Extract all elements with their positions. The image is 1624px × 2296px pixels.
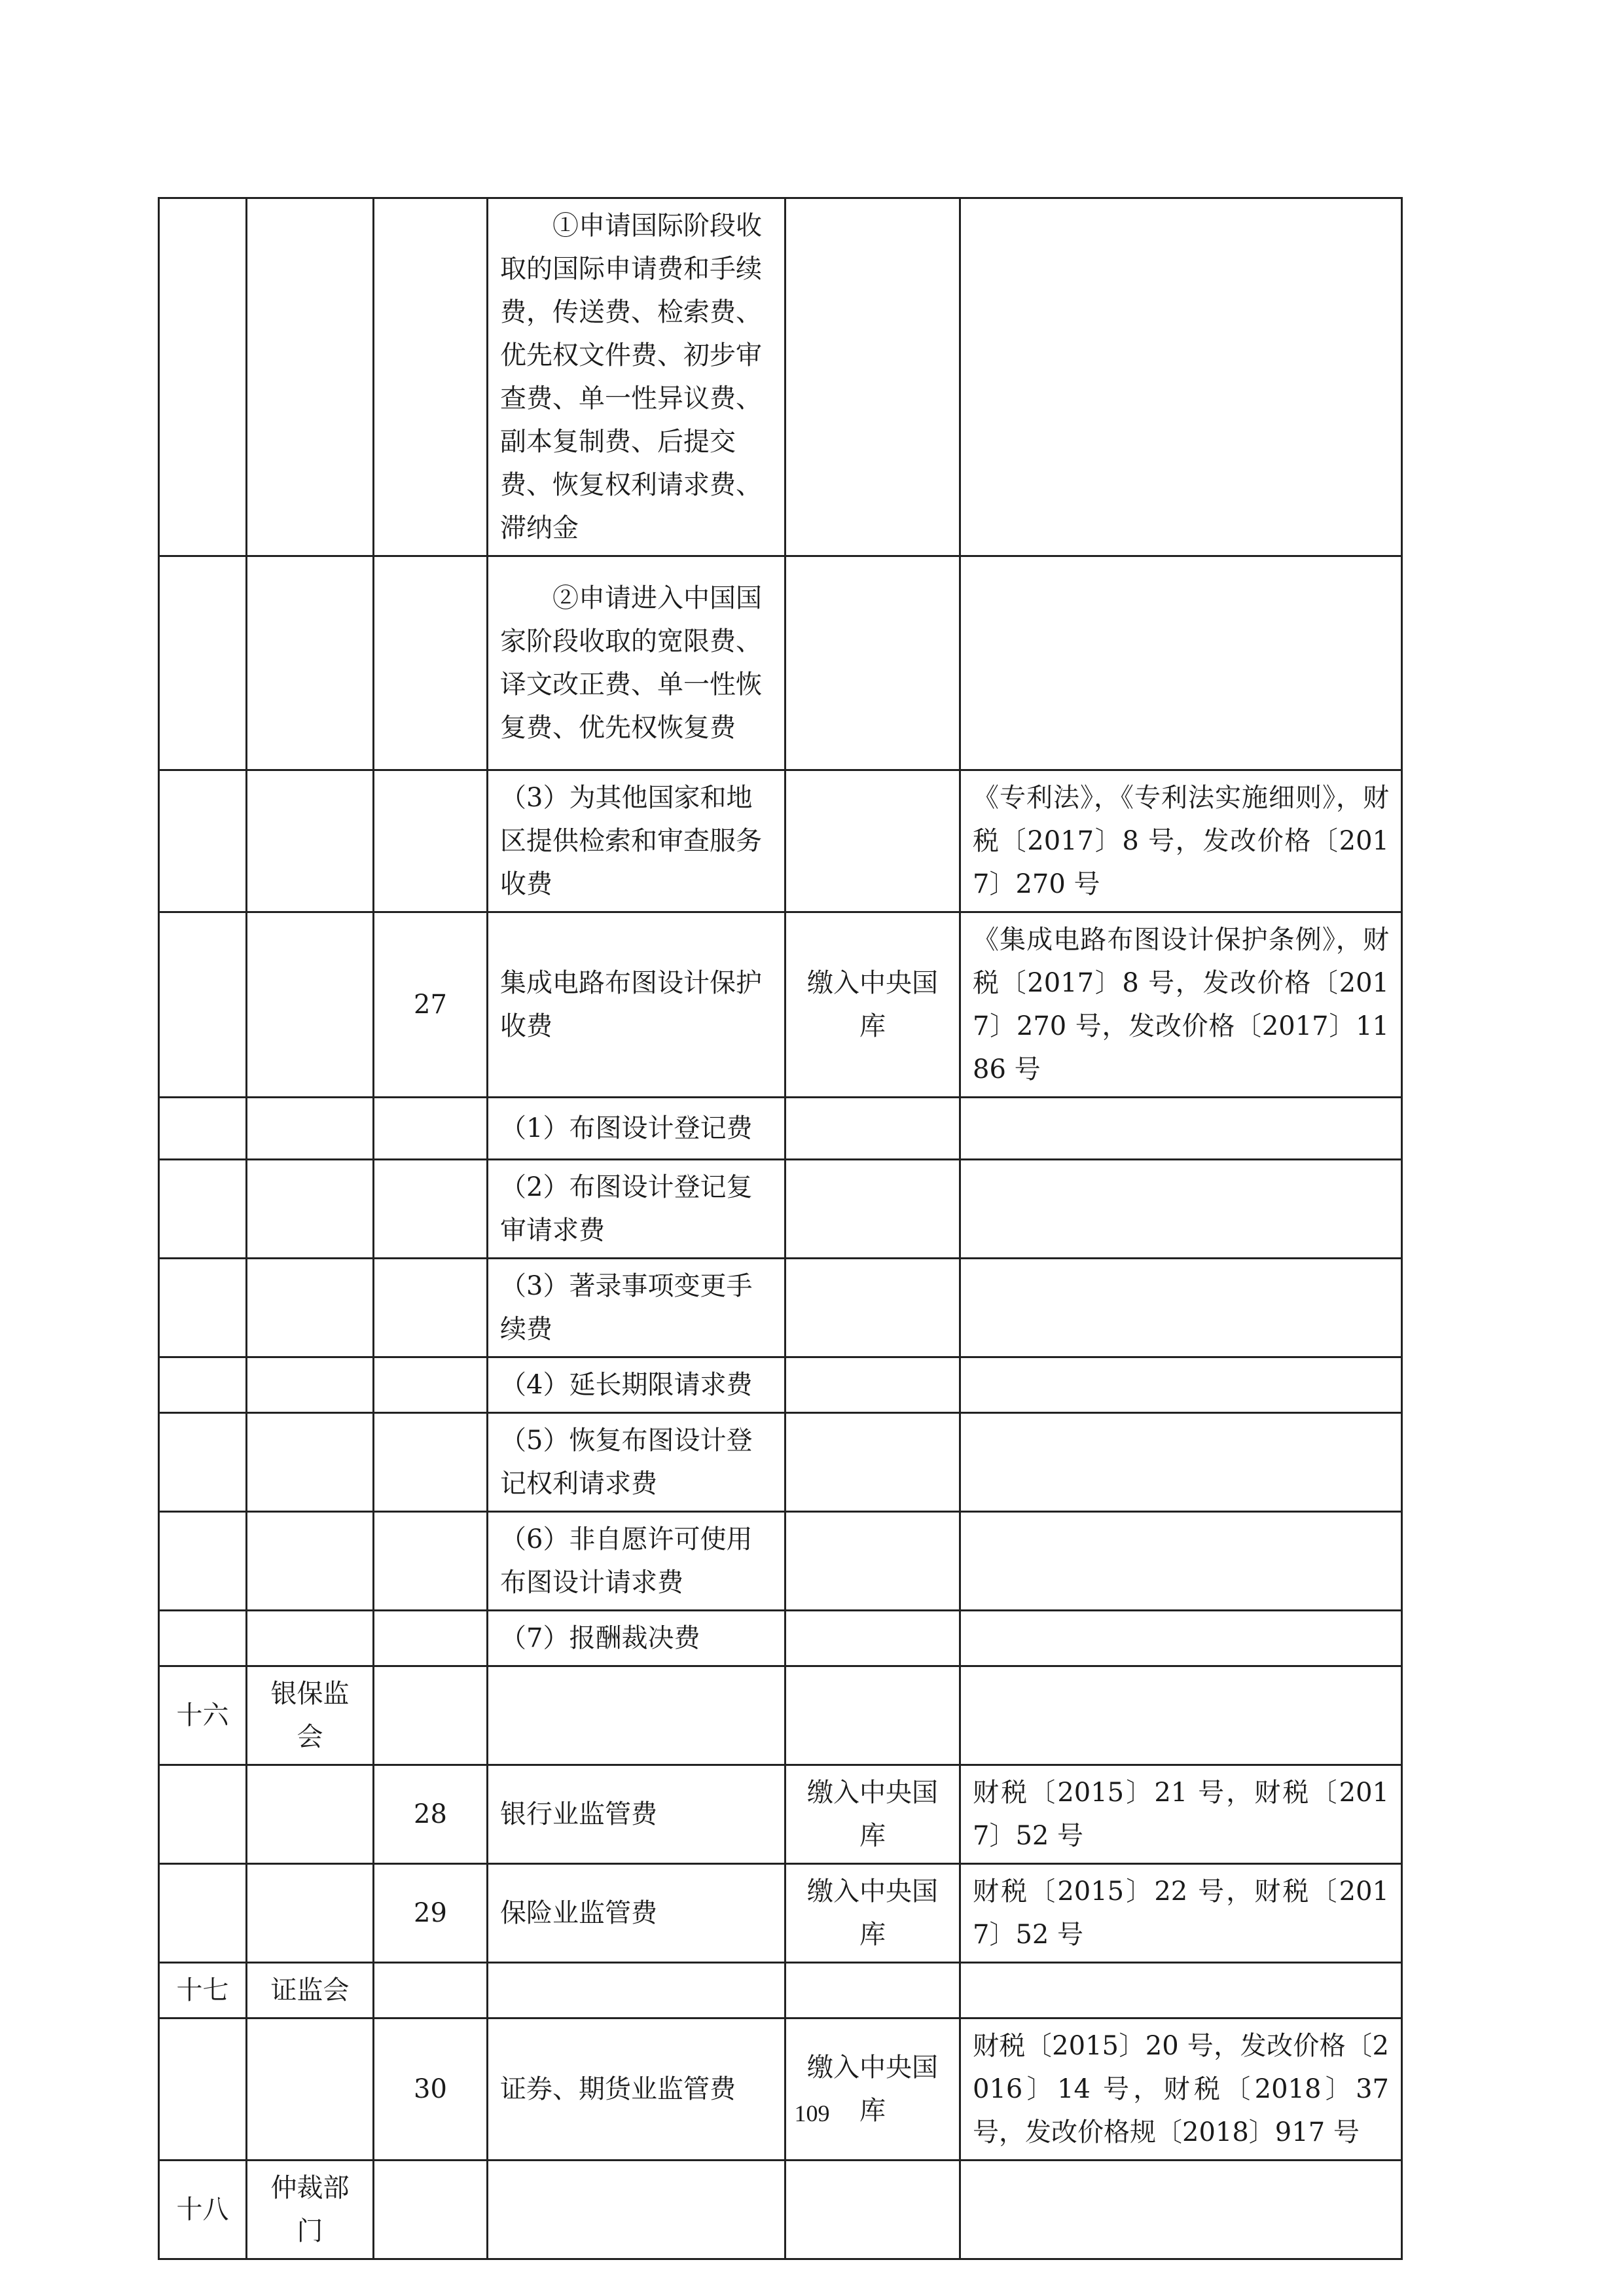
table-cell: 财税〔2015〕22 号，财税〔2017〕52 号 <box>960 1864 1402 1963</box>
table-row <box>159 1611 1402 1666</box>
table-cell <box>159 1160 247 1259</box>
table-cell <box>785 556 960 770</box>
table-cell: （3）为其他国家和地区提供检索和审查服务收费 <box>488 770 785 912</box>
table-cell <box>247 2018 374 2161</box>
table-cell <box>785 1963 960 2018</box>
table-cell <box>374 1413 488 1512</box>
table-row <box>159 556 1402 770</box>
table-cell: 财税〔2015〕20 号，发改价格〔2016〕14 号，财税〔2018〕37 号，发改价格规〔2018〕917 号 <box>960 2018 1402 2161</box>
table-cell: 保险业监管费 <box>488 1864 785 1963</box>
table-cell: （7）报酬裁决费 <box>488 1611 785 1666</box>
table-cell <box>960 1666 1402 1765</box>
table-row <box>159 1357 1402 1413</box>
table-row <box>159 1765 1402 1864</box>
table-cell <box>785 770 960 912</box>
table-cell: 十六 <box>159 1666 247 1765</box>
table-cell <box>960 2161 1402 2259</box>
table-cell: 银保监会 <box>247 1666 374 1765</box>
table-cell: 银行业监管费 <box>488 1765 785 1864</box>
table-cell <box>159 1611 247 1666</box>
table-cell <box>159 912 247 1098</box>
table-row <box>159 1160 1402 1259</box>
table-cell <box>159 1864 247 1963</box>
table-cell: 仲裁部门 <box>247 2161 374 2259</box>
table-cell <box>374 1259 488 1357</box>
table-cell: 《集成电路布图设计保护条例》，财税〔2017〕8 号，发改价格〔2017〕270 号，发改价格〔2017〕1186 号 <box>960 912 1402 1098</box>
table-cell <box>247 1611 374 1666</box>
table-cell <box>785 1259 960 1357</box>
table-cell <box>785 1413 960 1512</box>
table-cell <box>785 2161 960 2259</box>
table-row <box>159 198 1402 556</box>
table-cell: （5）恢复布图设计登记权利请求费 <box>488 1413 785 1512</box>
table-cell <box>247 1512 374 1611</box>
table-cell <box>488 1666 785 1765</box>
table-row <box>159 1259 1402 1357</box>
table-cell <box>785 1357 960 1413</box>
table-cell: （1）布图设计登记费 <box>488 1098 785 1160</box>
table-cell <box>247 1864 374 1963</box>
table-cell: 30 <box>374 2018 488 2161</box>
table-cell: 缴入中央国库 <box>785 912 960 1098</box>
table-cell <box>960 1160 1402 1259</box>
table-cell <box>159 1765 247 1864</box>
table-cell <box>785 1160 960 1259</box>
table-cell <box>488 1963 785 2018</box>
table-cell: ②申请进入中国国家阶段收取的宽限费、译文改正费、单一性恢复费、优先权恢复费 <box>488 556 785 770</box>
table-cell <box>374 1611 488 1666</box>
table-row <box>159 1864 1402 1963</box>
table-cell: 证监会 <box>247 1963 374 2018</box>
table-cell <box>960 1413 1402 1512</box>
table-row <box>159 2018 1402 2161</box>
table-cell <box>247 1160 374 1259</box>
table-cell: 缴入中央国库 <box>785 1864 960 1963</box>
table-cell <box>960 1259 1402 1357</box>
fee-table <box>158 197 1403 2260</box>
table-cell <box>960 1357 1402 1413</box>
table-cell <box>785 1611 960 1666</box>
table-cell <box>374 1357 488 1413</box>
table-cell <box>159 556 247 770</box>
table-cell <box>785 1666 960 1765</box>
table-cell <box>785 1512 960 1611</box>
table-cell <box>488 2161 785 2259</box>
table-cell: 集成电路布图设计保护收费 <box>488 912 785 1098</box>
table-cell: 财税〔2015〕21 号，财税〔2017〕52 号 <box>960 1765 1402 1864</box>
table-cell <box>247 912 374 1098</box>
table-row <box>159 1666 1402 1765</box>
table-cell <box>374 198 488 556</box>
table-cell <box>785 1098 960 1160</box>
table-cell <box>374 770 488 912</box>
table-cell <box>247 1357 374 1413</box>
table-cell <box>960 1098 1402 1160</box>
table-cell <box>374 2161 488 2259</box>
page-number: 109 <box>794 2100 830 2126</box>
table-cell <box>247 1413 374 1512</box>
table-cell <box>159 1098 247 1160</box>
table-cell: （2）布图设计登记复审请求费 <box>488 1160 785 1259</box>
table-cell <box>960 556 1402 770</box>
table-cell <box>960 198 1402 556</box>
table-cell <box>374 1160 488 1259</box>
table-cell <box>960 1611 1402 1666</box>
table-cell <box>159 1413 247 1512</box>
table-cell: （6）非自愿许可使用布图设计请求费 <box>488 1512 785 1611</box>
table-cell <box>247 1098 374 1160</box>
table-cell <box>374 1666 488 1765</box>
table-cell <box>374 1512 488 1611</box>
table-row <box>159 1512 1402 1611</box>
table-row <box>159 2161 1402 2259</box>
table-cell <box>960 1963 1402 2018</box>
table-cell: 28 <box>374 1765 488 1864</box>
table-cell: 27 <box>374 912 488 1098</box>
table-cell <box>960 1512 1402 1611</box>
table-cell <box>374 1098 488 1160</box>
table-cell: 缴入中央国库 <box>785 1765 960 1864</box>
table-cell <box>247 1765 374 1864</box>
table-row <box>159 1963 1402 2018</box>
table-row <box>159 1413 1402 1512</box>
table-cell <box>247 198 374 556</box>
table-cell <box>374 1963 488 2018</box>
table-cell <box>247 770 374 912</box>
table-cell <box>159 1512 247 1611</box>
table-cell <box>159 770 247 912</box>
table-cell <box>159 2018 247 2161</box>
table-cell <box>159 1357 247 1413</box>
table-cell: ①申请国际阶段收取的国际申请费和手续费，传送费、检索费、优先权文件费、初步审查费、单一性异议费、副本复制费、后提交费、恢复权利请求费、滞纳金 <box>488 198 785 556</box>
table-cell: 证券、期货业监管费 <box>488 2018 785 2161</box>
table-cell <box>374 556 488 770</box>
table-cell: （4）延长期限请求费 <box>488 1357 785 1413</box>
table-cell <box>159 1259 247 1357</box>
table-row <box>159 770 1402 912</box>
table-cell: 29 <box>374 1864 488 1963</box>
table-cell: 缴入中央国库 <box>785 2018 960 2161</box>
table-cell: 十八 <box>159 2161 247 2259</box>
table-cell <box>159 198 247 556</box>
table-cell <box>247 556 374 770</box>
table-cell <box>247 1259 374 1357</box>
table-cell: 《专利法》，《专利法实施细则》，财税〔2017〕8 号，发改价格〔2017〕270 号 <box>960 770 1402 912</box>
table-cell: 十七 <box>159 1963 247 2018</box>
table-cell <box>785 198 960 556</box>
table-cell: （3）著录事项变更手续费 <box>488 1259 785 1357</box>
table-row <box>159 912 1402 1098</box>
table-row <box>159 1098 1402 1160</box>
